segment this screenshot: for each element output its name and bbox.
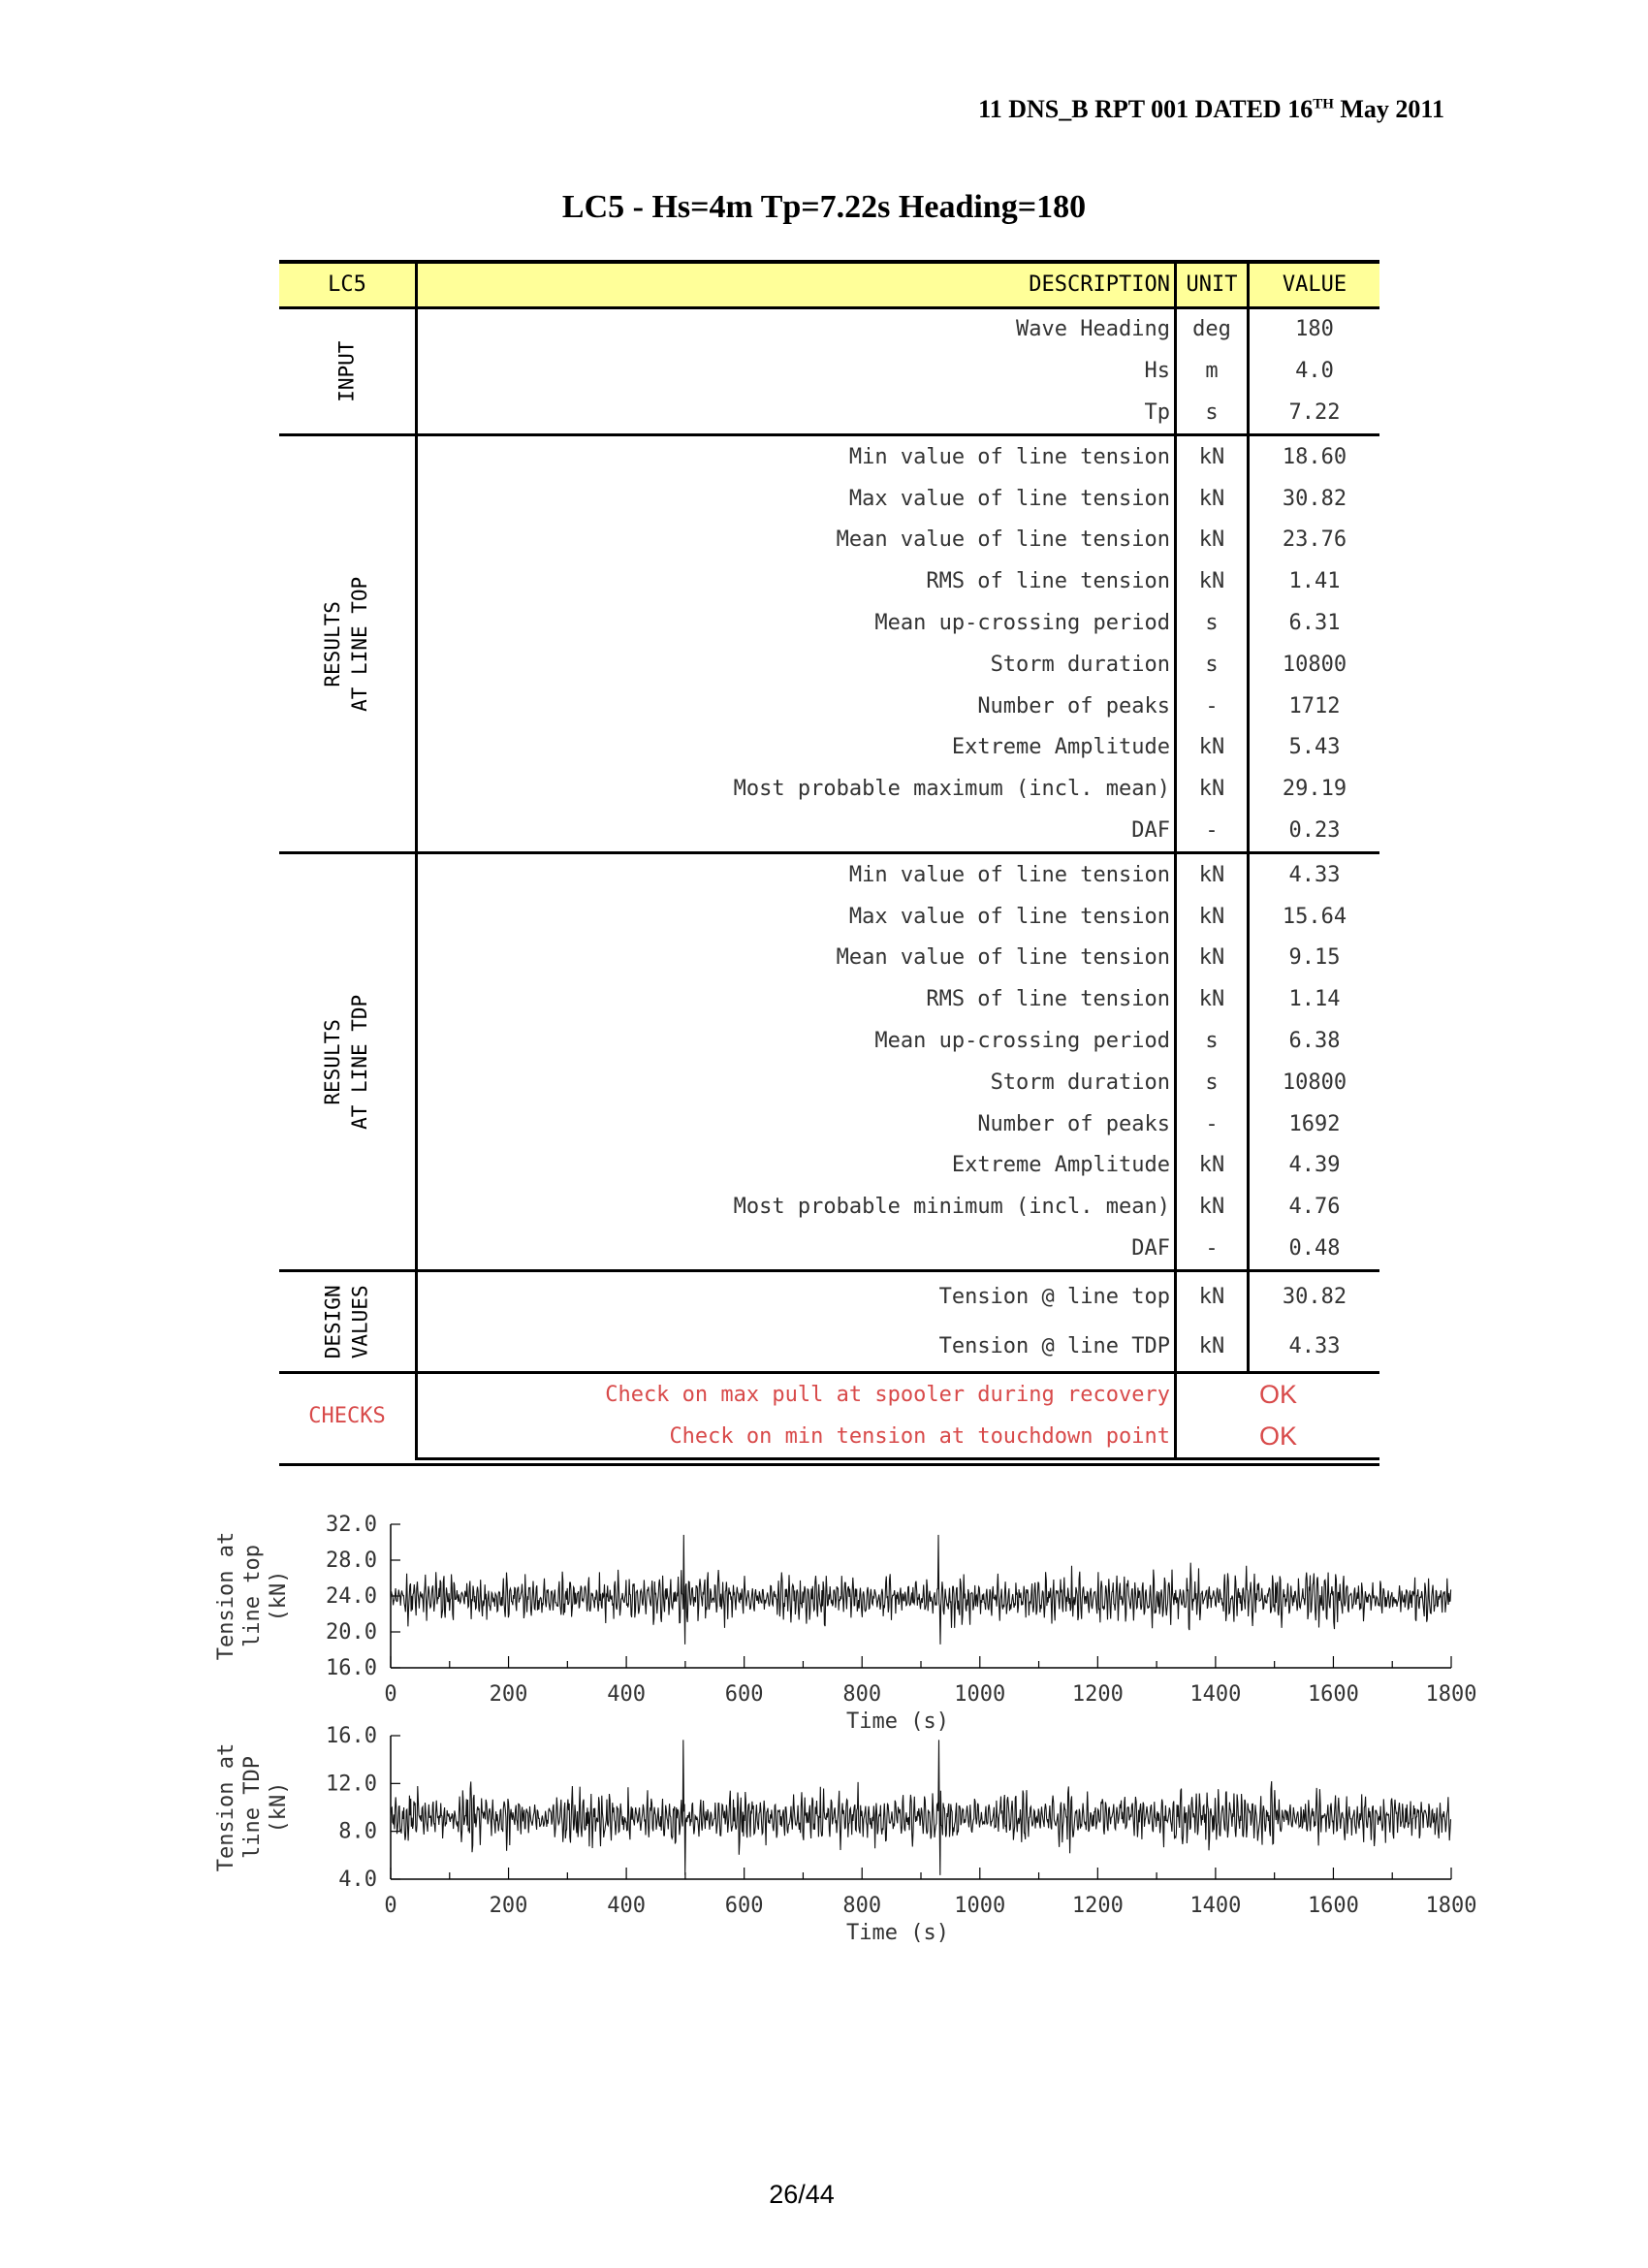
x-axis-label: Time (s) [846,1709,949,1734]
row-value: 5.43 [1288,735,1341,760]
y-tick-label: 24.0 [326,1584,377,1609]
section-label-line: DESIGN [321,1285,345,1359]
section-label [320,995,375,1130]
row-description: RMS of line tension [417,561,1176,603]
row-description: Tp [417,393,1176,435]
row-value: 18.60 [1249,435,1380,478]
table-row [279,520,1379,561]
results-tdp-section [279,853,1379,1271]
row-value: 1.41 [1288,569,1341,594]
row-unit: m [1176,351,1249,393]
row-unit: kN [1176,435,1249,478]
table-row [279,1322,1379,1373]
row-value: 30.82 [1249,1271,1380,1323]
x-tick-label: 1400 [1189,1894,1242,1918]
row-description: Mean value of line tension [417,938,1176,979]
x-tick-label: 1400 [1189,1682,1242,1707]
row-value: 1.14 [1288,987,1341,1012]
row-unit: s [1176,393,1249,435]
table-row [279,811,1379,853]
y-axis-label-line: (kN) [267,1570,291,1622]
checks-section [279,1373,1379,1459]
results-tdp-label-cell [279,853,417,1271]
y-tick-label: 8.0 [338,1819,377,1844]
results-table [279,260,1379,1460]
row-unit: kN [1176,1271,1249,1323]
row-value: 15.64 [1282,904,1347,929]
row-value: 4.33 [1249,853,1380,896]
y-tick-label: 28.0 [326,1549,377,1573]
design-values-section [279,1271,1379,1373]
y-axis-label [214,1743,291,1871]
table-row [279,727,1379,769]
table-row [279,1062,1379,1103]
table-row [279,979,1379,1021]
row-unit: kN [1176,1187,1249,1229]
section-label-line: RESULTS [321,601,345,687]
row-description: Check on min tension at touchdown point [417,1416,1176,1458]
row-description: Wave Heading [417,308,1176,351]
check-result [1176,1416,1380,1458]
table-row [279,1021,1379,1063]
table-row [279,1416,1379,1458]
row-unit: kN [1176,769,1249,811]
section-label [320,1285,375,1358]
table-row [279,896,1379,938]
y-tick-label: 4.0 [338,1868,377,1892]
row-description: Extreme Amplitude [417,1145,1176,1187]
table-row [279,603,1379,645]
row-description: Min value of line tension [417,435,1176,478]
check-result [1176,1373,1380,1416]
row-unit: s [1176,644,1249,686]
checks-label: CHECKS [308,1403,386,1428]
row-unit: s [1176,1021,1249,1063]
section-label [333,341,361,402]
row-unit: - [1176,811,1249,853]
x-tick-label: 1800 [1425,1894,1477,1918]
table-row [279,1229,1379,1271]
row-unit: - [1176,1103,1249,1145]
row-value: 4.39 [1288,1153,1341,1178]
row-unit: kN [1176,896,1249,938]
x-tick-label: 1800 [1425,1682,1477,1707]
x-tick-label: 1200 [1071,1682,1124,1707]
results-top-section [279,435,1379,853]
row-description: Extreme Amplitude [417,727,1176,769]
row-description: Mean up-crossing period [417,603,1176,645]
table-row [279,393,1379,435]
row-description: Max value of line tension [417,478,1176,520]
table-row [279,561,1379,603]
x-tick-label: 1000 [954,1682,1006,1707]
y-axis-label-line: (kN) [267,1781,291,1834]
document-reference [978,95,1444,124]
row-unit: kN [1176,853,1249,896]
row-description: Storm duration [417,644,1176,686]
y-tick-label: 16.0 [326,1656,377,1680]
row-unit: kN [1176,520,1249,561]
row-description: Mean up-crossing period [417,1021,1176,1063]
y-axis-label [214,1532,291,1660]
x-tick-label: 1200 [1071,1894,1124,1918]
row-value: 0.23 [1288,817,1341,843]
row-description: RMS of line tension [417,979,1176,1021]
table-row [279,1271,1379,1323]
x-tick-label: 200 [489,1682,528,1707]
table-header-row [279,262,1379,308]
y-axis-label-line: line top [240,1545,265,1647]
x-tick-label: 200 [489,1894,528,1918]
row-description: Hs [417,351,1176,393]
table-row [279,308,1379,351]
row-unit: - [1176,686,1249,727]
header-description: DESCRIPTION [417,262,1176,308]
y-axis-label-line: Tension at [214,1531,238,1661]
table-row [279,1187,1379,1229]
tension-series-line [391,1535,1451,1645]
table-row [279,435,1379,478]
y-axis-label-line: line TDP [240,1756,265,1859]
x-tick-label: 800 [842,1682,882,1707]
section-label [320,577,375,712]
document-reference-text: 11 DNS_B RPT 001 DATED 16 [978,95,1314,123]
x-tick-label: 0 [384,1894,397,1918]
x-tick-label: 1600 [1307,1682,1359,1707]
x-axis-label: Time (s) [846,1921,949,1945]
x-tick-label: 800 [842,1894,882,1918]
table-row [279,478,1379,520]
row-unit: kN [1176,979,1249,1021]
line-top-tension-plot [204,1501,1512,1734]
y-tick-label: 12.0 [326,1772,377,1797]
row-value: 6.31 [1288,610,1341,635]
row-description: DAF [417,1229,1176,1271]
row-description: Number of peaks [417,686,1176,727]
row-value: 1712 [1288,693,1341,719]
x-tick-label: 600 [724,1894,764,1918]
x-tick-label: 400 [607,1894,646,1918]
y-tick-label: 16.0 [326,1724,377,1748]
x-tick-label: 400 [607,1682,646,1707]
table-row [279,769,1379,811]
line-top-tension-chart [204,1501,1512,1734]
table-row [279,644,1379,686]
line-tdp-tension-chart [204,1712,1512,1945]
load-case-title: LC5 - Hs=4m Tp=7.22s Heading=180 [561,189,1087,225]
header-unit: UNIT [1176,262,1249,308]
row-value: 4.0 [1295,359,1334,384]
row-value: 1692 [1288,1111,1341,1136]
row-unit: kN [1176,938,1249,979]
row-unit: kN [1176,561,1249,603]
header-value: VALUE [1249,262,1380,308]
section-label-line: RESULTS [321,1019,345,1105]
y-tick-label: 20.0 [326,1620,377,1645]
document-reference-date: May 2011 [1333,95,1444,123]
page-number: 26/44 [769,2180,835,2209]
row-description: Check on max pull at spooler during recovery [417,1373,1176,1416]
row-value: 7.22 [1288,399,1341,425]
section-label-line: INPUT [334,340,359,402]
results-table-wrapper [279,260,1379,1460]
row-description: Storm duration [417,1062,1176,1103]
row-description: DAF [417,811,1176,853]
table-double-rule [279,1463,1379,1466]
checks-label-cell [279,1373,417,1459]
x-tick-label: 1600 [1307,1894,1359,1918]
table-row [279,938,1379,979]
row-description: Most probable minimum (incl. mean) [417,1187,1176,1229]
row-value: 10800 [1282,1070,1347,1095]
table-row [279,686,1379,727]
table-row [279,1373,1379,1416]
row-value: 4.33 [1288,1333,1341,1358]
section-label-line: AT LINE TDP [348,994,372,1130]
tension-series-line [391,1740,1451,1875]
row-description: Most probable maximum (incl. mean) [417,769,1176,811]
check-result-text: OK [1258,1421,1297,1452]
row-unit: - [1176,1229,1249,1271]
row-unit: kN [1176,1145,1249,1187]
input-section [279,308,1379,435]
row-value: 4.76 [1288,1195,1341,1220]
row-unit: kN [1176,1322,1249,1373]
row-value: 6.38 [1288,1028,1341,1053]
table-row [279,351,1379,393]
section-label-line: VALUES [348,1285,372,1359]
row-value: 9.15 [1288,945,1341,971]
document-reference-superscript: TH [1313,96,1334,112]
row-value: 10800 [1282,652,1347,677]
table-row [279,1103,1379,1145]
row-value: 180 [1249,308,1380,351]
x-tick-label: 600 [724,1682,764,1707]
table-row [279,1145,1379,1187]
x-tick-label: 0 [384,1682,397,1707]
row-value: 30.82 [1282,486,1347,511]
row-description: Tension @ line top [417,1271,1176,1323]
row-description: Tension @ line TDP [417,1322,1176,1373]
row-unit: s [1176,1062,1249,1103]
results-top-label-cell [279,435,417,853]
row-description: Min value of line tension [417,853,1176,896]
design-label-cell [279,1271,417,1373]
row-description: Number of peaks [417,1103,1176,1145]
row-value: 29.19 [1282,777,1347,802]
y-axis-label-line: Tension at [214,1742,238,1872]
section-label-line: AT LINE TOP [348,576,372,712]
input-label-cell [279,308,417,435]
table-row [279,853,1379,896]
row-unit: kN [1176,478,1249,520]
row-unit: deg [1176,308,1249,351]
row-description: Max value of line tension [417,896,1176,938]
line-tdp-tension-plot [204,1712,1512,1945]
row-unit: kN [1176,727,1249,769]
y-tick-label: 32.0 [326,1513,377,1537]
check-result-text: OK [1258,1380,1297,1410]
row-value: 0.48 [1288,1235,1341,1261]
x-tick-label: 1000 [954,1894,1006,1918]
row-unit: s [1176,603,1249,645]
row-description: Mean value of line tension [417,520,1176,561]
header-case: LC5 [279,262,417,308]
row-value: 23.76 [1282,527,1347,553]
